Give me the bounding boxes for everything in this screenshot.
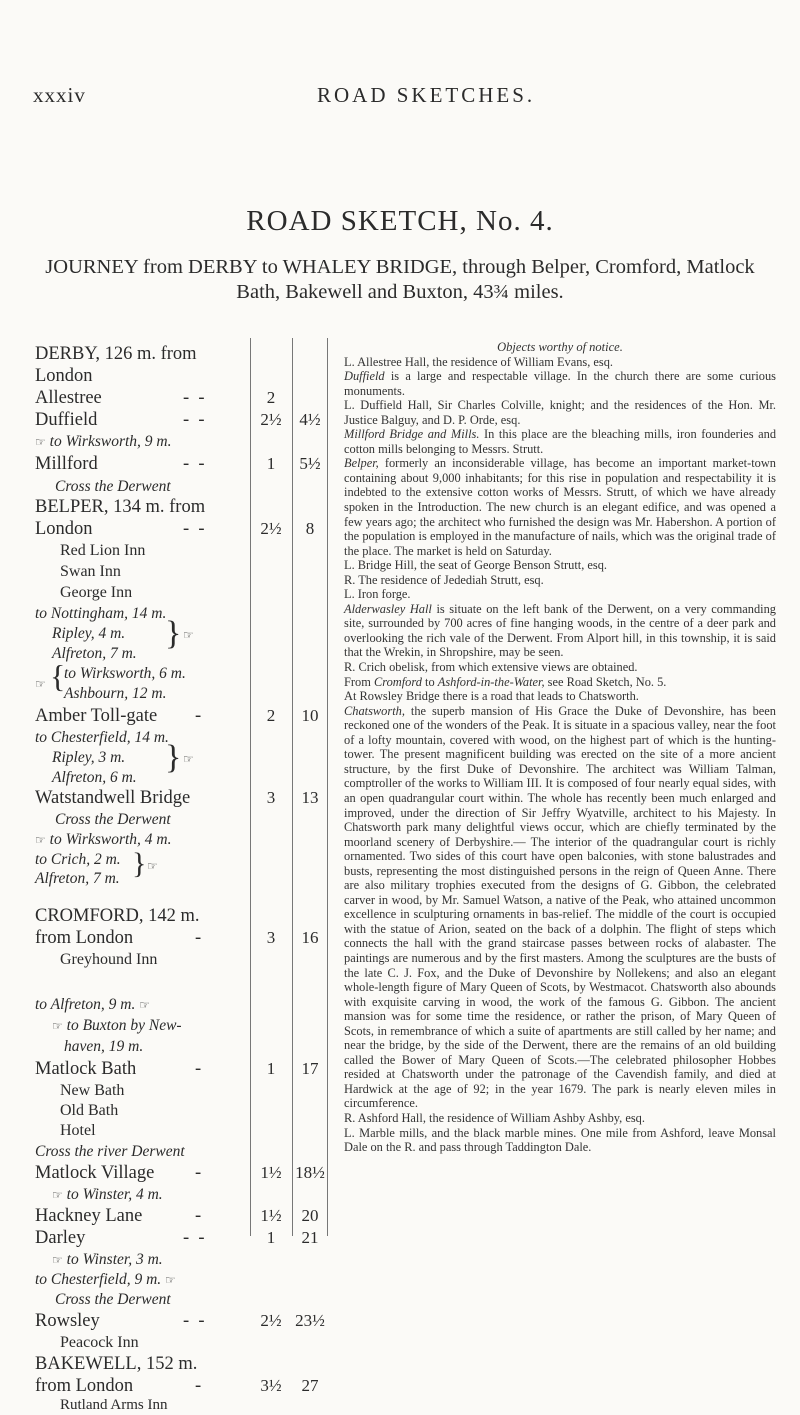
stage-distance: 2 [266, 388, 276, 407]
route-belper-london: London - - [35, 519, 205, 539]
route-allestree: Allestree - - [35, 388, 205, 408]
route-darley: Darley - - [35, 1228, 205, 1248]
stage-name: to Wirksworth, 4 m. [49, 831, 172, 848]
route-cross-derwent: Cross the Derwent [55, 478, 171, 495]
note: Belper, formerly an inconsiderable village, has become an important market-town containing about 9,000 inhabitants; for this rise in population and respectability it is indebted to the extensive cotton works of Messrs. Strutt, of which we have already spoken in the Introduction. The new church is an elegant edifice, and was opened a few years ago; the architect who furnished the design was Mr. Habershon. A portion of the population is employed in the manufacture of nails, which was the original trade of the place. The market is held on Saturday. [344, 456, 776, 558]
stage-name: Allestree [35, 388, 102, 408]
note: At Rowsley Bridge there is a road that leads to Chatsworth. [344, 689, 639, 704]
brace: } [165, 739, 182, 776]
note: L. Allestree Hall, the residence of William Evans, esq. [344, 354, 614, 369]
route-to-winster [52, 1251, 267, 1269]
route-bakewell: BAKEWELL, 152 m. [35, 1354, 198, 1374]
stage-distance: 2½ [260, 410, 282, 429]
note: From Cromford to Ashford-in-the-Water, see Road Sketch, No. 5. [344, 674, 667, 689]
notes-column [344, 340, 776, 1155]
route-cromford-london: from London - [35, 928, 202, 948]
route-hotel: Hotel [60, 1122, 96, 1139]
total-distance: 10 [301, 706, 319, 725]
pointing-hand-icon: ☞ [139, 998, 150, 1012]
route-to-chesterfield: to Chesterfield, 14 m. [35, 729, 169, 746]
route-matlock-bath: Matlock Bath - [35, 1059, 202, 1079]
pointing-hand-icon: ☞ [183, 628, 194, 642]
route-to-wirksworth [35, 433, 250, 451]
route-cross-derwent: Cross the Derwent [55, 811, 171, 828]
running-title: ROAD SKETCHES. [317, 83, 536, 107]
route-to-wirksworth: to Wirksworth, 6 m. [64, 665, 186, 682]
route-newhaven: haven, 19 m. [64, 1038, 144, 1055]
route-millford: Millford - - [35, 454, 205, 474]
route-red-lion: Red Lion Inn [60, 542, 146, 559]
pointing-hand-icon: ☞ [35, 677, 46, 691]
stage-name: London [35, 519, 93, 539]
stage-name: to Winster, 3 m. [66, 1251, 163, 1268]
route-matlock-village: Matlock Village - [35, 1163, 202, 1183]
total-distance: 27 [301, 1376, 319, 1395]
route-to-crich: to Crich, 2 m. [35, 851, 121, 868]
note: Alderwasley Hall is situate on the left bank of the Derwent, on a very commanding site, surrounded by 700 acres of fine hanging woods, in the centre of a deer park and overlooking the rich vale of the Derwent. From Alport hill, in this township, it is said that the Wrekin, in Shropshire, may be seen. [344, 601, 776, 660]
pointing-hand-icon: ☞ [165, 1273, 176, 1287]
total-distance: 8 [305, 519, 315, 538]
stage-name: to Chesterfield, 9 m. [35, 1271, 162, 1288]
route-george: George Inn [60, 584, 133, 601]
route-to-buxton [52, 1017, 267, 1035]
stage-name: Matlock Village [35, 1163, 155, 1183]
total-distance: 23½ [295, 1311, 325, 1330]
route-belper: BELPER, 134 m. from [35, 497, 206, 517]
pointing-hand-icon: ☞ [52, 1188, 63, 1202]
note: R. Crich obelisk, from which extensive views are obtained. [344, 660, 638, 675]
route-duffield: Duffield - - [35, 410, 205, 430]
route-cross-river: Cross the river Derwent [35, 1143, 185, 1160]
stage-distance: 2½ [260, 1311, 282, 1330]
stage-name: to Winster, 4 m. [66, 1186, 163, 1203]
page-title: ROAD SKETCH, No. 4. [246, 205, 554, 237]
stage-distance: 1 [266, 1059, 276, 1078]
total-distance: 21 [301, 1228, 319, 1247]
route-cross-derwent: Cross the Derwent [55, 1291, 171, 1308]
note: Millford Bridge and Mills. In this place are the bleaching mills, iron founderies and cotton mills belonging to Messrs. Strutt. [344, 427, 777, 456]
stage-distance: 3 [266, 788, 276, 807]
route-derby-london: London [35, 366, 93, 386]
pointing-hand-icon: ☞ [52, 1253, 63, 1267]
route-alfreton: Alfreton, 6 m. [52, 769, 137, 786]
page-number: xxxiv [33, 83, 86, 107]
route-new-bath: New Bath [60, 1082, 125, 1099]
note: L. Bridge Hill, the seat of George Benson Strutt, esq. [344, 558, 608, 573]
route-to-alfreton [35, 996, 250, 1014]
note: L. Duffield Hall, Sir Charles Colville, knight; and the residences of the Hon. Mr. Justice Balguy, and D. P. Orde, esq. [344, 398, 776, 427]
route-ripley: Ripley, 4 m. [52, 625, 126, 642]
stage-name: Hackney Lane [35, 1206, 143, 1226]
route-alfreton: Alfreton, 7 m. [52, 645, 137, 662]
stage-name: from London [35, 928, 134, 948]
stage-distance: 1 [266, 1228, 276, 1247]
route-rowsley: Rowsley - - [35, 1311, 205, 1331]
route-alfreton: Alfreton, 7 m. [35, 870, 120, 887]
pointing-hand-icon: ☞ [35, 435, 46, 449]
total-distance: 5½ [299, 454, 321, 473]
route-ashbourn: Ashbourn, 12 m. [64, 685, 167, 702]
route-swan: Swan Inn [60, 563, 121, 580]
total-distance: 18½ [295, 1163, 325, 1182]
notes-heading: Objects worthy of notice. [497, 340, 623, 354]
stage-distance: 3 [266, 928, 276, 947]
stage-distance: 1½ [260, 1163, 282, 1182]
total-distance: 13 [301, 788, 319, 807]
note: R. Ashford Hall, the residence of William Ashby Ashby, esq. [344, 1110, 645, 1125]
note: L. Marble mills, and the black marble mines. One mile from Ashford, leave Monsal Dale on the R. and pass through Taddington Dale. [344, 1125, 776, 1155]
stage-name: Matlock Bath [35, 1059, 137, 1079]
route-watstandwell: Watstandwell Bridge [35, 788, 191, 808]
pointing-hand-icon: ☞ [147, 859, 158, 873]
brace: } [132, 847, 147, 880]
note: R. The residence of Jedediah Strutt, esq. [344, 572, 544, 587]
stage-distance: 1 [266, 454, 276, 473]
stage-name: Millford [35, 454, 98, 474]
route-hackney-lane: Hackney Lane - [35, 1206, 202, 1226]
route-derby: DERBY, 126 m. from [35, 344, 197, 364]
route-ripley: Ripley, 3 m. [52, 749, 126, 766]
total-distance: 20 [301, 1206, 319, 1225]
stage-name: to Alfreton, 9 m. [35, 996, 136, 1013]
stage-name: to Wirksworth, 9 m. [49, 433, 172, 450]
total-distance: 17 [301, 1059, 319, 1078]
stage-distance: 2½ [260, 519, 282, 538]
note: Chatsworth, the superb mansion of His Grace the Duke of Devonshire, has been reckoned one of the wonders of the Peak. It is situate in a spacious valley, near the foot of a lofty mountain, covered with wood, on the highest part of which is the hunting-tower. The present magnificent building was erected on the site of a more ancient structure, by the first Duke of Devonshire. The architect was William Talman, comptroller of the works to William III. It is composed of four nearly equal sides, with an open quadrangular court within. The whole has recently been much enlarged and improved, under the direction of Sir Jeffry Wyatville, architect to his Majesty. In Chatsworth park many delightful views occur, which are chiefly terminated by the moorland scenery of Derbyshire.— The interior of the quadrangular court is richly ornamented. Two sides of this court have open balconies, with stone balustrades and busts, representing the most distinguished persons in the reign of Queen Anne. There are also military trophies executed from the designs of G. Gibbon, the celebrated carver in wood, by Mr. Samuel Watson, a native of the Peak, who attained uncommon excellence in sculpturing ornaments in bas-relief. The middle of the court is occupied with the statue of Arion, seated on the back of a dolphin. The flight of steps which connects the hall with the grand staircase passes between rocks of alabaster. The paintings are numerous and by the first masters. Among the sculptures are the busts of the late C. J. Fox, and the Duke of Devonshire by Nollekens; and also an elegant whole-length figure of Mary Queen of Scots, by Westmacot. Chatsworth also abounds with exquisite carving in wood, the work of the famous G. Gibbon. The ancient mansion was for some time the residence, or rather the prison, of Mary Queen of Scots, in remembrance of which a suite of apartments are still called by her name; and near the bridge, by the side of the Derwent, there are the remains of an old building called the Bower of Mary Queen of Scots.—The celebrated philosopher Hobbes resided at Chatsworth under the patronage of the Cavendish family, and died at Hardwick at the age of 92; in the year 1679. The park is nearly eleven miles in circumference. [344, 703, 776, 1111]
brace: } [165, 615, 182, 652]
route-peacock: Peacock Inn [60, 1334, 139, 1351]
stage-name: to Buxton by New- [66, 1017, 182, 1034]
route-bakewell-london: from London - [35, 1376, 202, 1396]
route-to-winster [52, 1186, 267, 1204]
note: L. Iron forge. [344, 587, 411, 602]
note: Duffield is a large and respectable village. In the church there are some curious monuments. [344, 369, 776, 398]
stage-distance: 2 [266, 706, 276, 725]
route-to-chesterfield [35, 1271, 250, 1289]
pointing-hand-icon: ☞ [52, 1019, 63, 1033]
stage-name: Rowsley [35, 1311, 100, 1331]
brace: { [50, 658, 66, 694]
route-cromford: CROMFORD, 142 m. [35, 906, 200, 926]
route-to-nottingham: to Nottingham, 14 m. [35, 605, 167, 622]
stage-distance: 3½ [260, 1376, 282, 1395]
stage-name: Amber Toll-gate [35, 706, 158, 726]
stage-name: Darley [35, 1228, 86, 1248]
pointing-hand-icon: ☞ [35, 833, 46, 847]
route-old-bath: Old Bath [60, 1102, 119, 1119]
stage-distance: 1½ [260, 1206, 282, 1225]
stage-name: Duffield [35, 410, 98, 430]
journey-subtitle: JOURNEY from DERBY to WHALEY BRIDGE, through Belper, Cromford, Matlock Bath, Bakewell and Buxton, 43¾ miles. [45, 256, 755, 303]
route-rutland: Rutland Arms Inn [60, 1397, 168, 1413]
total-distance: 16 [301, 928, 319, 947]
route-greyhound: Greyhound Inn [60, 951, 158, 968]
pointing-hand-icon: ☞ [183, 752, 194, 766]
total-distance: 4½ [299, 410, 321, 429]
stage-name: from London [35, 1376, 134, 1396]
route-amber-toll-gate: Amber Toll-gate - [35, 706, 202, 726]
